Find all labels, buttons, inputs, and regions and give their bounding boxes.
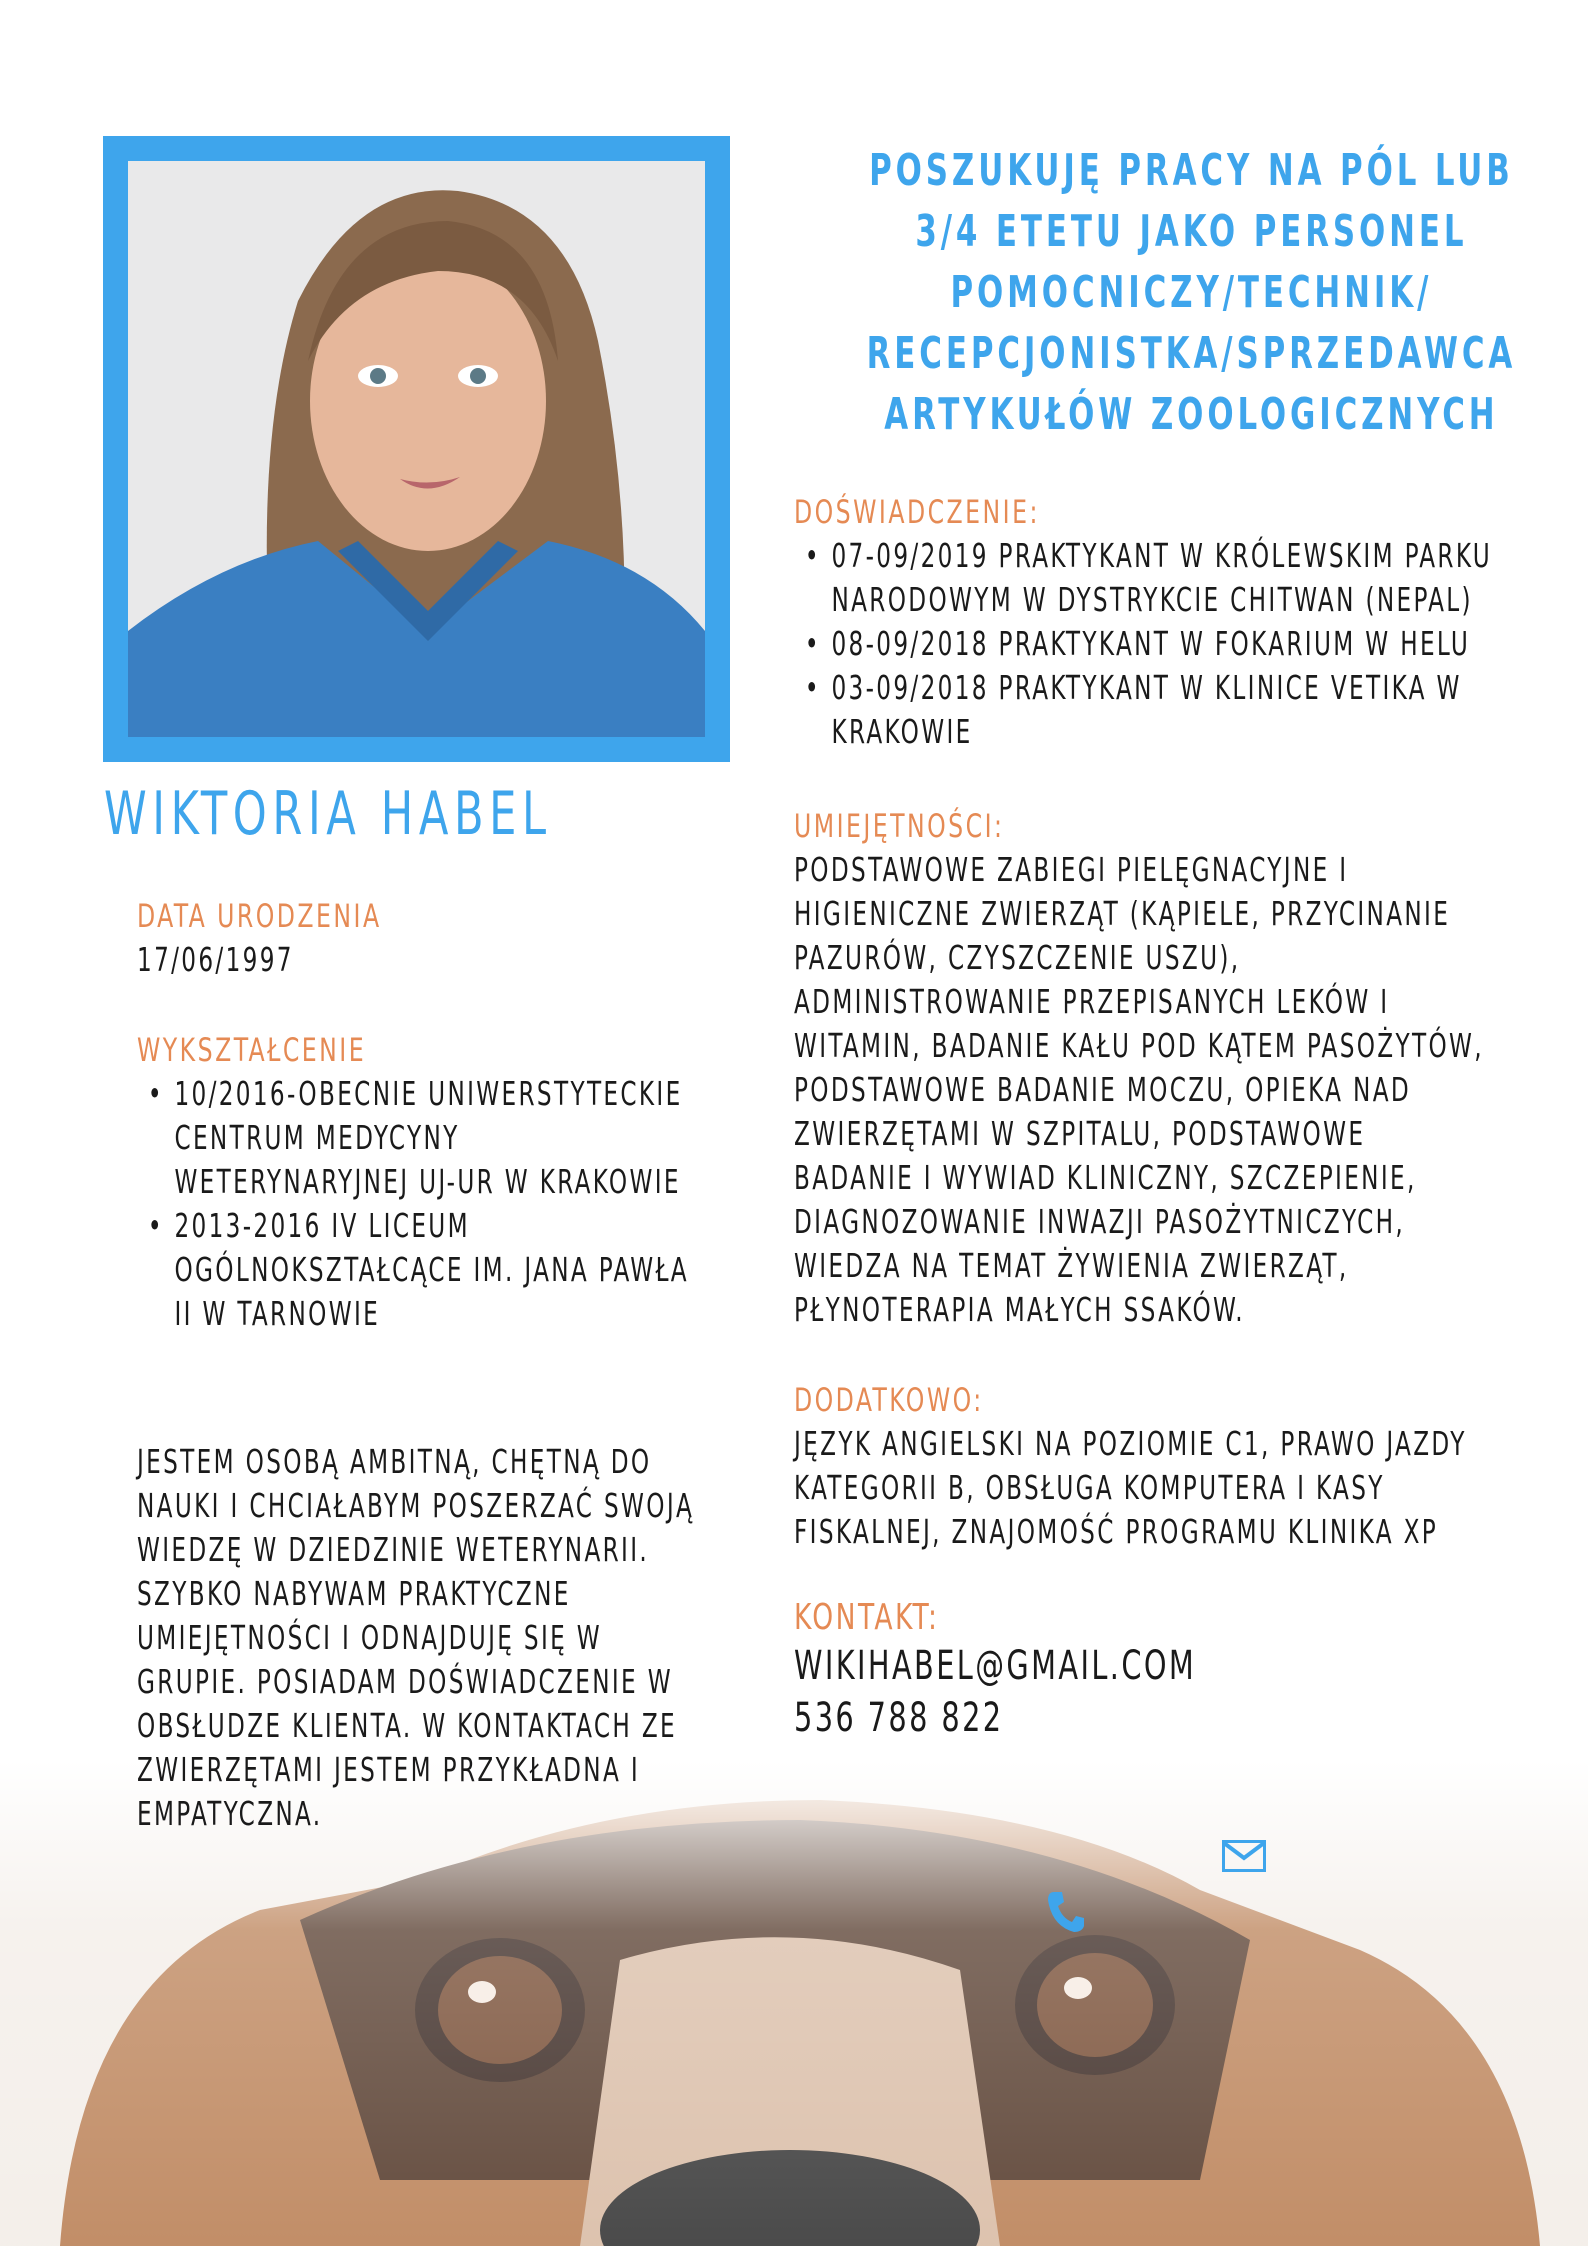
extra-label: DODATKOWO:: [794, 1381, 984, 1419]
birth-date-label: DATA URODZENIA: [137, 897, 382, 935]
job-objective-headline: POSZUKUJĘ PRACY NA PÓL LUB 3/4 ETETU JAKO PERSONEL POMOCNICZY/TECHNIK/ RECEPCJONISTKA/SPRZEDAWCA ARTYKUŁÓW ZOOLOGICZNYCH: [866, 145, 1517, 440]
skills-text: PODSTAWOWE ZABIEGI PIELĘGNACYJNE I HIGIENICZNE ZWIERZĄT (KĄPIELE, PRZYCINANIE PAZURÓW, CZYSZCZENIE USZU), ADMINISTROWANIE PRZEPISANYCH LEKÓW I WITAMIN, BADANIE KAŁU POD KĄTEM PASOŻYTÓW, PODSTAWOWE BADANIE MOCZU, OPIEKA NAD ZWIERZĘTAMI W SZPITALU, PODSTAWOWE BADANIE I WYWIAD KLINICZNY, SZCZEPIENIE, DIAGNOZOWANIE INWAZJI PASOŻYTNICZYCH, WIEDZA NA TEMAT ŻYWIENIA ZWIERZĄT, PŁYNOTERAPIA MAŁYCH SSAKÓW.: [794, 850, 1484, 1329]
education-list: [137, 1072, 696, 1336]
phone-icon: [1046, 1890, 1086, 1934]
candidate-name: WIKTORIA HABEL: [104, 779, 552, 849]
education-label: WYKSZTAŁCENIE: [137, 1031, 367, 1069]
education-item: • 2013-2016 IV LICEUM OGÓLNOKSZTAŁCĄCE IM. JANA PAWŁA II W TARNOWIE: [137, 1204, 696, 1336]
education-item: • 10/2016-OBECNIE UNIWERSTYTECKIE CENTRUM MEDYCYNY WETERYNARYJNEJ UJ-UR W KRAKOWIE: [137, 1072, 696, 1204]
birth-date-value: 17/06/1997: [137, 940, 294, 979]
experience-item: • 07-09/2019 PRAKTYKANT W KRÓLEWSKIM PARKU NARODOWYM W DYSTRYKCIE CHITWAN (NEPAL): [794, 534, 1493, 622]
experience-list: [794, 534, 1493, 754]
contact-label: KONTAKT:: [794, 1597, 940, 1638]
education-list-wrap: [137, 1072, 696, 1336]
left-column: [137, 894, 697, 1836]
profile-photo: [128, 161, 705, 737]
experience-list-wrap: [794, 534, 1493, 754]
extra-text: JĘZYK ANGIELSKI NA POZIOMIE C1, PRAWO JAZDY KATEGORII B, OBSŁUGA KOMPUTERA I KASY FISKALNEJ, ZNAJOMOŚĆ PROGRAMU KLINIKA XP: [794, 1424, 1467, 1551]
experience-item: • 03-09/2018 PRAKTYKANT W KLINICE VETIKA W KRAKOWIE: [794, 666, 1493, 754]
skills-label: UMIEJĘTNOŚCI:: [794, 807, 1005, 845]
right-column: [794, 490, 1494, 1744]
contact-email[interactable]: WIKIHABEL@GMAIL.COM: [794, 1643, 1197, 1689]
experience-label: DOŚWIADCZENIE:: [794, 493, 1040, 531]
about-me-text: JESTEM OSOBĄ AMBITNĄ, CHĘTNĄ DO NAUKI I CHCIAŁABYM POSZERZAĆ SWOJĄ WIEDZĘ W DZIEDZINIE WETERYNARII. SZYBKO NABYWAM PRAKTYCZNE UMIEJĘTNOŚCI I ODNAJDUJĘ SIĘ W GRUPIE. POSIADAM DOŚWIADCZENIE W OBSŁUDZE KLIENTA. W KONTAKTACH ZE ZWIERZĘTAMI JESTEM PRZYKŁADNA I EMPATYCZNA.: [137, 1442, 695, 1833]
contact-phone[interactable]: 536 788 822: [794, 1695, 1004, 1741]
envelope-icon: [1222, 1840, 1266, 1872]
experience-item: • 08-09/2018 PRAKTYKANT W FOKARIUM W HELU: [794, 622, 1493, 666]
profile-photo-frame: [103, 136, 730, 762]
